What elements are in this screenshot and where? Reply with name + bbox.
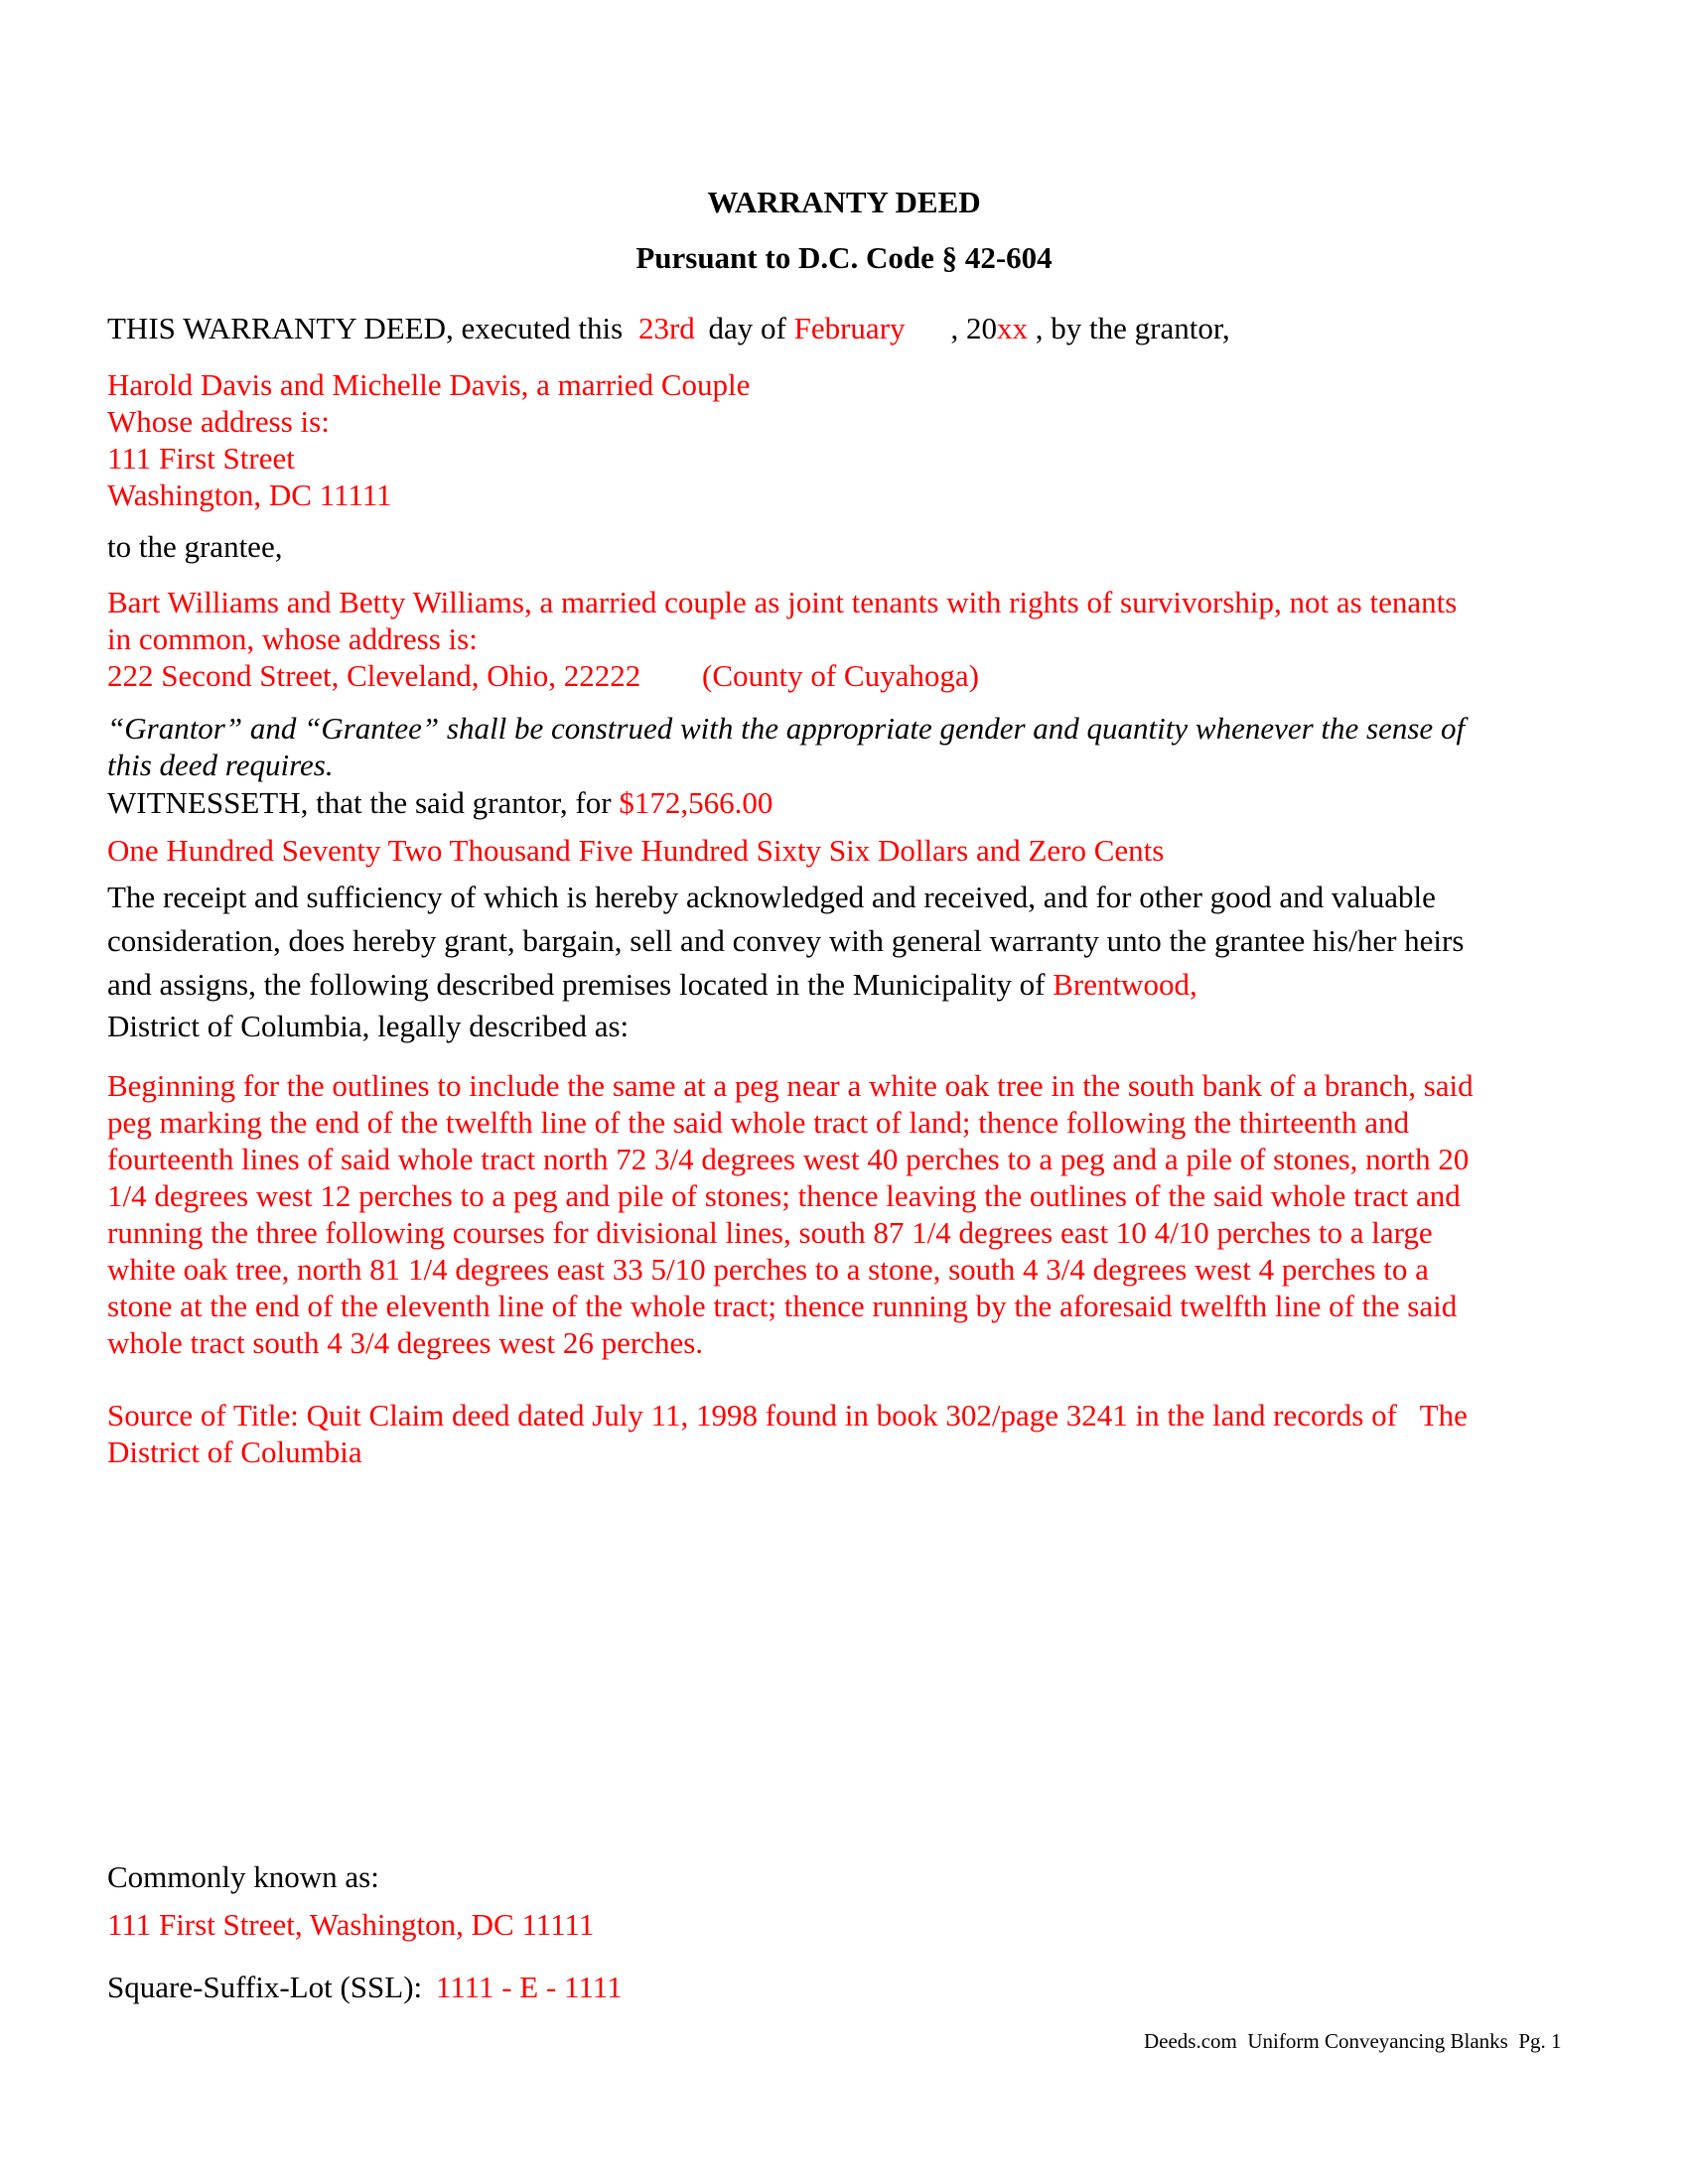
intro-line xyxy=(107,310,1230,346)
grantee-county: (County of Cuyahoga) xyxy=(702,658,979,693)
commonly-known-address: 111 First Street, Washington, DC 11111 xyxy=(107,1907,595,1942)
grantor-address-label: Whose address is: xyxy=(107,404,330,439)
municipality: Brentwood, xyxy=(1053,967,1197,1002)
document-subtitle: Pursuant to D.C. Code § 42-604 xyxy=(635,240,1053,275)
year-prefix: , 20 xyxy=(950,311,998,345)
consideration-line1: The receipt and sufficiency of which is hereby acknowledged and received, and for other good and valuable xyxy=(107,880,1436,914)
execution-month: February xyxy=(793,311,906,345)
legal-description-line: fourteenth lines of said whole tract north 72 3/4 degrees west 40 perches to a peg and a pile of stones, north 20 xyxy=(107,1142,1470,1176)
grantee-address-line xyxy=(107,657,979,694)
grantor-street: 111 First Street xyxy=(107,441,295,476)
grantee-name-line1: Bart Williams and Betty Williams, a married couple as joint tenants with rights of survivorship, not as tenants xyxy=(107,585,1458,619)
legal-description-line: 1/4 degrees west 12 perches to a peg and pile of stones; thence leaving the outlines of the said whole tract and xyxy=(107,1178,1461,1213)
commonly-known-label: Commonly known as: xyxy=(107,1859,379,1894)
legal-description-line: whole tract south 4 3/4 degrees west 26 perches. xyxy=(107,1325,704,1360)
legal-description-line: white oak tree, north 81 1/4 degrees east 33 5/10 perches to a stone, south 4 3/4 degrees west 4 perches to a xyxy=(107,1252,1429,1287)
grantor-name: Harold Davis and Michelle Davis, a married Couple xyxy=(107,367,751,402)
witnesseth-line xyxy=(107,784,773,821)
construction-line2: this deed requires. xyxy=(107,748,334,782)
legal-description-line: Beginning for the outlines to include the same at a peg near a white oak tree in the south bank of a branch, said xyxy=(107,1068,1474,1103)
year-suffix: xx xyxy=(997,311,1029,345)
source-of-title-line2: District of Columbia xyxy=(107,1434,362,1469)
consideration-line3-prefix: and assigns, the following described premises located in the Municipality of xyxy=(107,967,1046,1002)
ssl-line xyxy=(107,1969,623,2005)
consideration-line2: consideration, does hereby grant, bargain, sell and convey with general warranty unto the grantee his/her heirs xyxy=(107,923,1465,958)
ssl-value: 1111 - E - 1111 xyxy=(435,1970,623,2004)
witnesseth-prefix: WITNESSETH, that the said grantor, for xyxy=(107,785,612,820)
to-grantee: to the grantee, xyxy=(107,529,283,564)
legal-description-line: stone at the end of the eleventh line of the whole tract; thence running by the aforesaid twelfth line of the said xyxy=(107,1289,1458,1323)
grantee-name-line2: in common, whose address is: xyxy=(107,621,478,656)
execution-day: 23rd xyxy=(637,311,695,345)
source-of-title-line1: Source of Title: Quit Claim deed dated July 11, 1998 found in book 302/page 3241 in the land records of The xyxy=(107,1398,1468,1433)
consideration-amount: $172,566.00 xyxy=(619,785,774,820)
consideration-line3 xyxy=(107,966,1197,1003)
document-title: WARRANTY DEED xyxy=(707,185,981,219)
page-footer: Deeds.com Uniform Conveyancing Blanks Pg. 1 xyxy=(1144,2029,1562,2053)
construction-line1: “Grantor” and “Grantee” shall be construed with the appropriate gender and quantity whenever the sense of xyxy=(107,711,1466,746)
amount-in-words: One Hundred Seventy Two Thousand Five Hundred Sixty Six Dollars and Zero Cents xyxy=(107,833,1165,868)
intro-prefix: THIS WARRANTY DEED, executed this xyxy=(107,311,624,345)
legal-description-line: peg marking the end of the twelfth line of the said whole tract of land; thence following the thirteenth and xyxy=(107,1105,1410,1140)
intro-day-of: day of xyxy=(708,311,786,345)
ssl-label: Square-Suffix-Lot (SSL): xyxy=(107,1970,423,2004)
consideration-line4: District of Columbia, legally described as: xyxy=(107,1009,630,1043)
intro-suffix: , by the grantor, xyxy=(1035,311,1230,345)
grantor-city: Washington, DC 11111 xyxy=(107,478,392,512)
grantee-address: 222 Second Street, Cleveland, Ohio, 22222 xyxy=(107,658,641,693)
legal-description-line: running the three following courses for divisional lines, south 87 1/4 degrees east 10 4/10 perches to a large xyxy=(107,1215,1433,1250)
